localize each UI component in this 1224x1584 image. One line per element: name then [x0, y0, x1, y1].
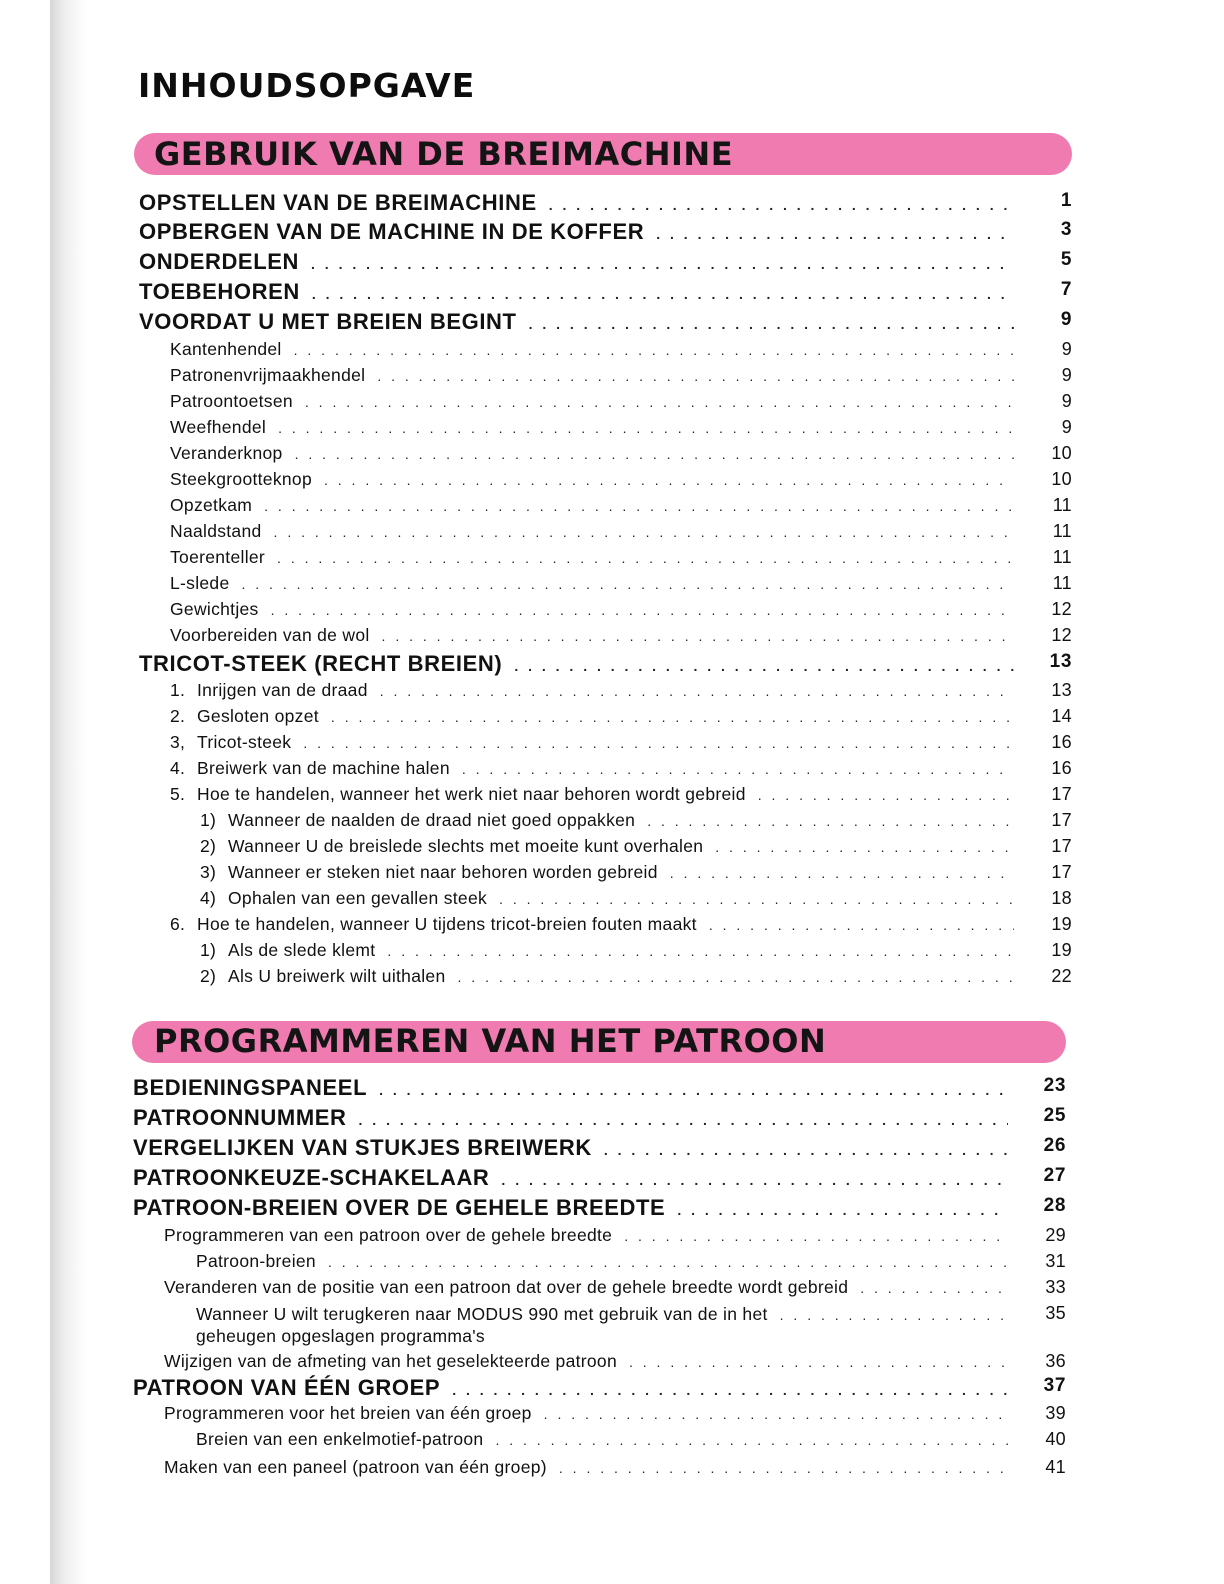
toc-page-number: 18	[1051, 888, 1072, 908]
toc-entry[interactable]	[133, 1165, 1066, 1191]
toc-page-number: 36	[1045, 1351, 1066, 1371]
toc-entry-text: VOORDAT U MET BREIEN BEGINT	[139, 309, 517, 334]
dot-leader	[709, 917, 1014, 934]
dot-leader	[501, 1172, 1008, 1189]
toc-page-number: 7	[1060, 279, 1072, 300]
toc-page-number: 10	[1051, 469, 1072, 489]
toc-page-number: 16	[1051, 732, 1072, 752]
toc-entry-text: Gewichtjes	[170, 599, 259, 619]
toc-entry[interactable]	[170, 521, 1072, 542]
toc-entry-text: VERGELIJKEN VAN STUKJES BREIWERK	[133, 1135, 592, 1160]
toc-entry-text: Patroontoetsen	[170, 391, 293, 411]
dot-leader	[549, 197, 1014, 214]
toc-entry-number: 4.	[170, 758, 186, 778]
toc-entry-label	[139, 651, 514, 677]
toc-entry-text: Veranderen van de positie van een patroon dat over de gehele breedte wordt gebreid	[164, 1277, 849, 1297]
toc-entry-label	[139, 279, 312, 305]
toc-entry[interactable]	[170, 443, 1072, 464]
toc-entry[interactable]	[139, 219, 1072, 245]
toc-entry[interactable]	[200, 836, 1072, 857]
toc-entry-label	[164, 1225, 624, 1246]
toc-page-number: 29	[1045, 1225, 1066, 1245]
toc-entry-text: OPSTELLEN VAN DE BREIMACHINE	[139, 190, 537, 215]
toc-entry-text: ONDERDELEN	[139, 249, 300, 274]
dot-leader	[544, 1406, 1008, 1423]
dot-leader	[295, 446, 1014, 463]
dot-leader	[624, 1228, 1008, 1245]
toc-entry-text: TOEBEHOREN	[139, 279, 300, 304]
toc-page-number: 11	[1052, 573, 1072, 593]
toc-entry-text: Veranderknop	[170, 443, 283, 463]
dot-leader	[495, 1432, 1008, 1449]
toc-entry-label	[133, 1135, 604, 1161]
toc-entry[interactable]	[170, 573, 1072, 594]
toc-entry-text: Hoe te handelen, wanneer het werk niet naar behoren wordt gebreid	[197, 784, 746, 804]
toc-entry-label	[170, 758, 462, 779]
toc-page-number: 11	[1052, 521, 1072, 541]
toc-entry-label	[170, 365, 377, 386]
toc-page-number: 17	[1051, 862, 1072, 882]
toc-page-number: 39	[1045, 1403, 1066, 1423]
toc-entry-text: PATROONKEUZE-SCHAKELAAR	[133, 1165, 490, 1190]
toc-entry-label	[200, 836, 715, 857]
toc-entry-label	[170, 495, 264, 516]
dot-leader	[311, 256, 1014, 273]
toc-entry-text: Weefhendel	[170, 417, 267, 437]
toc-entry[interactable]	[139, 249, 1072, 275]
toc-entry-text: Programmeren voor het breien van één groep	[164, 1403, 532, 1423]
toc-entry-label	[164, 1277, 860, 1298]
binding-shadow	[50, 0, 86, 1584]
toc-entry[interactable]	[196, 1251, 1066, 1272]
toc-page-number: 16	[1051, 758, 1072, 778]
toc-page-number: 17	[1051, 836, 1072, 856]
toc-entry[interactable]	[170, 706, 1072, 727]
dot-leader	[379, 1082, 1008, 1099]
toc-entry-text: Breien van een enkelmotief-patroon	[196, 1429, 484, 1449]
toc-entry[interactable]	[200, 966, 1072, 987]
toc-entry-text: PATROON VAN ÉÉN GROEP	[133, 1375, 441, 1400]
toc-entry[interactable]	[200, 940, 1072, 961]
toc-entry-text: Wanneer er steken niet naar behoren worden gebreid	[228, 862, 658, 882]
toc-page-number: 5	[1060, 249, 1072, 270]
toc-entry-label	[170, 547, 277, 568]
toc-entry-label	[139, 219, 656, 245]
toc-page-number: 9	[1060, 309, 1072, 330]
dot-leader	[629, 1354, 1008, 1371]
toc-entry[interactable]	[170, 758, 1072, 779]
dot-leader	[647, 813, 1014, 830]
toc-entry[interactable]	[139, 309, 1072, 335]
toc-entry[interactable]	[139, 190, 1072, 216]
page-title: INHOUDSOPGAVE	[138, 66, 476, 105]
toc-entry[interactable]	[164, 1225, 1066, 1246]
toc-entry[interactable]	[170, 547, 1072, 568]
toc-entry-text-continued: geheugen opgeslagen programma's	[196, 1326, 485, 1346]
dot-leader	[380, 683, 1014, 700]
toc-entry[interactable]	[133, 1195, 1066, 1221]
toc-entry[interactable]	[133, 1375, 1066, 1401]
toc-entry-label	[133, 1105, 359, 1131]
dot-leader	[303, 735, 1014, 752]
toc-entry-label	[170, 339, 294, 360]
toc-entry-label	[170, 599, 271, 620]
toc-entry-label	[196, 1429, 495, 1450]
toc-entry[interactable]	[133, 1075, 1066, 1101]
toc-entry-text: Kantenhendel	[170, 339, 282, 359]
dot-leader	[670, 865, 1014, 882]
toc-entry-label	[133, 1195, 677, 1221]
toc-entry-label	[170, 391, 305, 412]
dot-leader	[277, 550, 1014, 567]
toc-entry[interactable]	[139, 651, 1072, 677]
toc-entry-text: Maken van een paneel (patroon van één groep)	[164, 1457, 547, 1477]
toc-entry-text: BEDIENINGSPANEEL	[133, 1075, 368, 1100]
toc-entry-number: 4)	[200, 888, 217, 908]
toc-entry-text: Als U breiwerk wilt uithalen	[228, 966, 446, 986]
dot-leader	[324, 472, 1014, 489]
toc-entry-text: Patronenvrijmaakhendel	[170, 365, 366, 385]
toc-entry-label	[200, 888, 499, 909]
toc-entry-label	[170, 469, 324, 490]
toc-entry-text: Opzetkam	[170, 495, 253, 515]
section-title: GEBRUIK VAN DE BREIMACHINE	[154, 135, 734, 173]
toc-entry[interactable]	[164, 1457, 1066, 1478]
toc-entry-label	[196, 1251, 328, 1272]
section-banner-2	[132, 1021, 1066, 1063]
toc-entry-text: Steekgrootteknop	[170, 469, 312, 489]
dot-leader	[452, 1382, 1008, 1399]
toc-entry-text: PATROON-BREIEN OVER DE GEHELE BREEDTE	[133, 1195, 666, 1220]
toc-page-number: 14	[1051, 706, 1072, 726]
toc-entry[interactable]	[196, 1303, 1066, 1347]
toc-entry-label	[133, 1075, 379, 1101]
toc-entry-label	[200, 966, 458, 987]
toc-page-number: 3	[1060, 219, 1072, 240]
toc-entry[interactable]	[170, 365, 1072, 386]
toc-entry-label	[170, 573, 242, 594]
dot-leader	[278, 420, 1014, 437]
toc-page-number: 13	[1049, 651, 1072, 672]
toc-entry-label	[164, 1403, 544, 1424]
section-banner-1	[134, 133, 1072, 175]
toc-page-number: 9	[1061, 365, 1072, 385]
toc-entry-text: Wanneer de naalden de draad niet goed oppakken	[228, 810, 636, 830]
toc-page-number: 23	[1043, 1075, 1066, 1096]
toc-page-number: 11	[1052, 495, 1072, 515]
toc-entry[interactable]	[164, 1403, 1066, 1424]
toc-entry-label	[133, 1375, 452, 1401]
toc-entry-number: 2.	[170, 706, 186, 726]
toc-entry-label	[139, 190, 549, 216]
toc-page-number: 9	[1061, 417, 1072, 437]
toc-page-number: 37	[1043, 1375, 1066, 1396]
dot-leader	[499, 891, 1014, 908]
toc-page-number: 9	[1061, 339, 1072, 359]
toc-entry-label	[170, 732, 303, 753]
toc-entry-text: Tricot-steek	[197, 732, 292, 752]
toc-page-number: 35	[1045, 1303, 1066, 1323]
toc-entry[interactable]	[170, 469, 1072, 490]
dot-leader	[514, 658, 1014, 675]
toc-entry-label	[200, 940, 387, 961]
dot-leader	[677, 1202, 1008, 1219]
toc-entry-label	[170, 625, 382, 646]
toc-entry-number: 6.	[170, 914, 186, 934]
dot-leader	[328, 1254, 1008, 1271]
toc-entry[interactable]	[200, 810, 1072, 831]
toc-page-number: 9	[1061, 391, 1072, 411]
dot-leader	[271, 602, 1014, 619]
toc-entry[interactable]	[170, 680, 1072, 701]
toc-entry-text: Voorbereiden van de wol	[170, 625, 370, 645]
toc-page-number: 28	[1043, 1195, 1066, 1216]
dot-leader	[274, 524, 1014, 541]
toc-entry-number: 1.	[170, 680, 186, 700]
toc-entry[interactable]	[170, 732, 1072, 753]
toc-entry-label	[196, 1303, 780, 1347]
toc-entry-label	[139, 309, 529, 335]
toc-entry-text: OPBERGEN VAN DE MACHINE IN DE KOFFER	[139, 219, 645, 244]
toc-entry-label	[200, 862, 670, 883]
toc-entry[interactable]	[170, 417, 1072, 438]
dot-leader	[294, 342, 1014, 359]
toc-entry-label	[139, 249, 311, 275]
toc-page-number: 10	[1051, 443, 1072, 463]
toc-entry[interactable]	[196, 1429, 1066, 1450]
toc-entry[interactable]	[170, 784, 1072, 805]
toc-page-number: 19	[1051, 940, 1072, 960]
toc-entry-label	[170, 706, 331, 727]
toc-entry-number: 2)	[200, 836, 217, 856]
toc-entry-text: Ophalen van een gevallen steek	[228, 888, 488, 908]
toc-entry-text: Breiwerk van de machine halen	[197, 758, 450, 778]
toc-page-number: 19	[1051, 914, 1072, 934]
toc-entry[interactable]	[164, 1277, 1066, 1298]
dot-leader	[331, 709, 1014, 726]
toc-entry[interactable]	[164, 1351, 1066, 1372]
toc-entry-text: Wanneer U wilt terugkeren naar MODUS 990 met gebruik van de in het	[196, 1304, 768, 1324]
toc-entry-text: Programmeren van een patroon over de gehele breedte	[164, 1225, 613, 1245]
dot-leader	[529, 316, 1014, 333]
toc-entry[interactable]	[139, 279, 1072, 305]
toc-entry-label	[170, 417, 278, 438]
dot-leader	[382, 628, 1014, 645]
toc-entry-text: L-slede	[170, 573, 230, 593]
toc-page-number: 17	[1051, 784, 1072, 804]
toc-entry[interactable]	[170, 391, 1072, 412]
toc-entry[interactable]	[200, 862, 1072, 883]
toc-entry-text: Als de slede klemt	[228, 940, 376, 960]
dot-leader	[758, 787, 1014, 804]
toc-entry[interactable]	[200, 888, 1072, 909]
toc-entry-number: 5.	[170, 784, 186, 804]
toc-page-number: 40	[1045, 1429, 1066, 1449]
toc-entry-label	[170, 914, 709, 935]
toc-entry-label	[133, 1165, 501, 1191]
toc-entry-label	[170, 443, 295, 464]
toc-entry[interactable]	[170, 339, 1072, 360]
toc-page-number: 12	[1051, 599, 1072, 619]
toc-page-number: 1	[1060, 190, 1072, 211]
toc-entry-text: Wanneer U de breislede slechts met moeite kunt overhalen	[228, 836, 704, 856]
toc-entry-text: Wijzigen van de afmeting van het geselekteerde patroon	[164, 1351, 617, 1371]
toc-entry[interactable]	[133, 1135, 1066, 1161]
toc-entry-text: Hoe te handelen, wanneer U tijdens tricot-breien fouten maakt	[197, 914, 697, 934]
dot-leader	[387, 943, 1014, 960]
toc-entry-text: Patroon-breien	[196, 1251, 316, 1271]
toc-page-number: 31	[1045, 1251, 1066, 1271]
toc-entry-text: Gesloten opzet	[197, 706, 319, 726]
dot-leader	[860, 1280, 1008, 1297]
toc-page-number: 11	[1052, 547, 1072, 567]
toc-entry-text: Naaldstand	[170, 521, 262, 541]
toc-entry-number: 2)	[200, 966, 217, 986]
toc-page-number: 33	[1045, 1277, 1066, 1297]
dot-leader	[359, 1112, 1008, 1129]
toc-entry[interactable]	[170, 625, 1072, 646]
toc-entry-label	[170, 784, 758, 805]
dot-leader	[377, 368, 1014, 385]
toc-entry-text: PATROONNUMMER	[133, 1105, 347, 1130]
dot-leader	[656, 226, 1014, 243]
toc-entry-number: 3,	[170, 732, 186, 752]
toc-page-number: 13	[1051, 680, 1072, 700]
section-title: PROGRAMMEREN VAN HET PATROON	[154, 1022, 827, 1060]
toc-page-number: 12	[1051, 625, 1072, 645]
toc-entry[interactable]	[133, 1105, 1066, 1131]
toc-entry-text: Toerenteller	[170, 547, 266, 567]
toc-entry-number: 3)	[200, 862, 217, 882]
toc-page-number: 27	[1043, 1165, 1066, 1186]
toc-entry-number: 1)	[200, 810, 217, 830]
dot-leader	[462, 761, 1014, 778]
dot-leader	[559, 1460, 1008, 1477]
toc-entry[interactable]	[170, 914, 1072, 935]
dot-leader	[604, 1142, 1008, 1159]
toc-page-number: 22	[1051, 966, 1072, 986]
toc-page-number: 25	[1043, 1105, 1066, 1126]
dot-leader	[242, 576, 1015, 593]
toc-page-number: 17	[1051, 810, 1072, 830]
toc-entry-text: Inrijgen van de draad	[197, 680, 368, 700]
toc-page-number: 26	[1043, 1135, 1066, 1156]
toc-entry[interactable]	[170, 495, 1072, 516]
toc-entry-label	[164, 1351, 629, 1372]
dot-leader	[780, 1307, 1008, 1324]
toc-entry[interactable]	[170, 599, 1072, 620]
toc-entry-number: 1)	[200, 940, 217, 960]
dot-leader	[264, 498, 1014, 515]
dot-leader	[458, 969, 1014, 986]
dot-leader	[715, 839, 1014, 856]
toc-entry-label	[200, 810, 647, 831]
toc-entry-label	[170, 521, 274, 542]
toc-entry-label	[164, 1457, 559, 1478]
toc-entry-text: TRICOT-STEEK (RECHT BREIEN)	[139, 651, 503, 676]
toc-entry-label	[170, 680, 380, 701]
dot-leader	[305, 394, 1014, 411]
toc-page-number: 41	[1045, 1457, 1066, 1477]
dot-leader	[312, 286, 1014, 303]
